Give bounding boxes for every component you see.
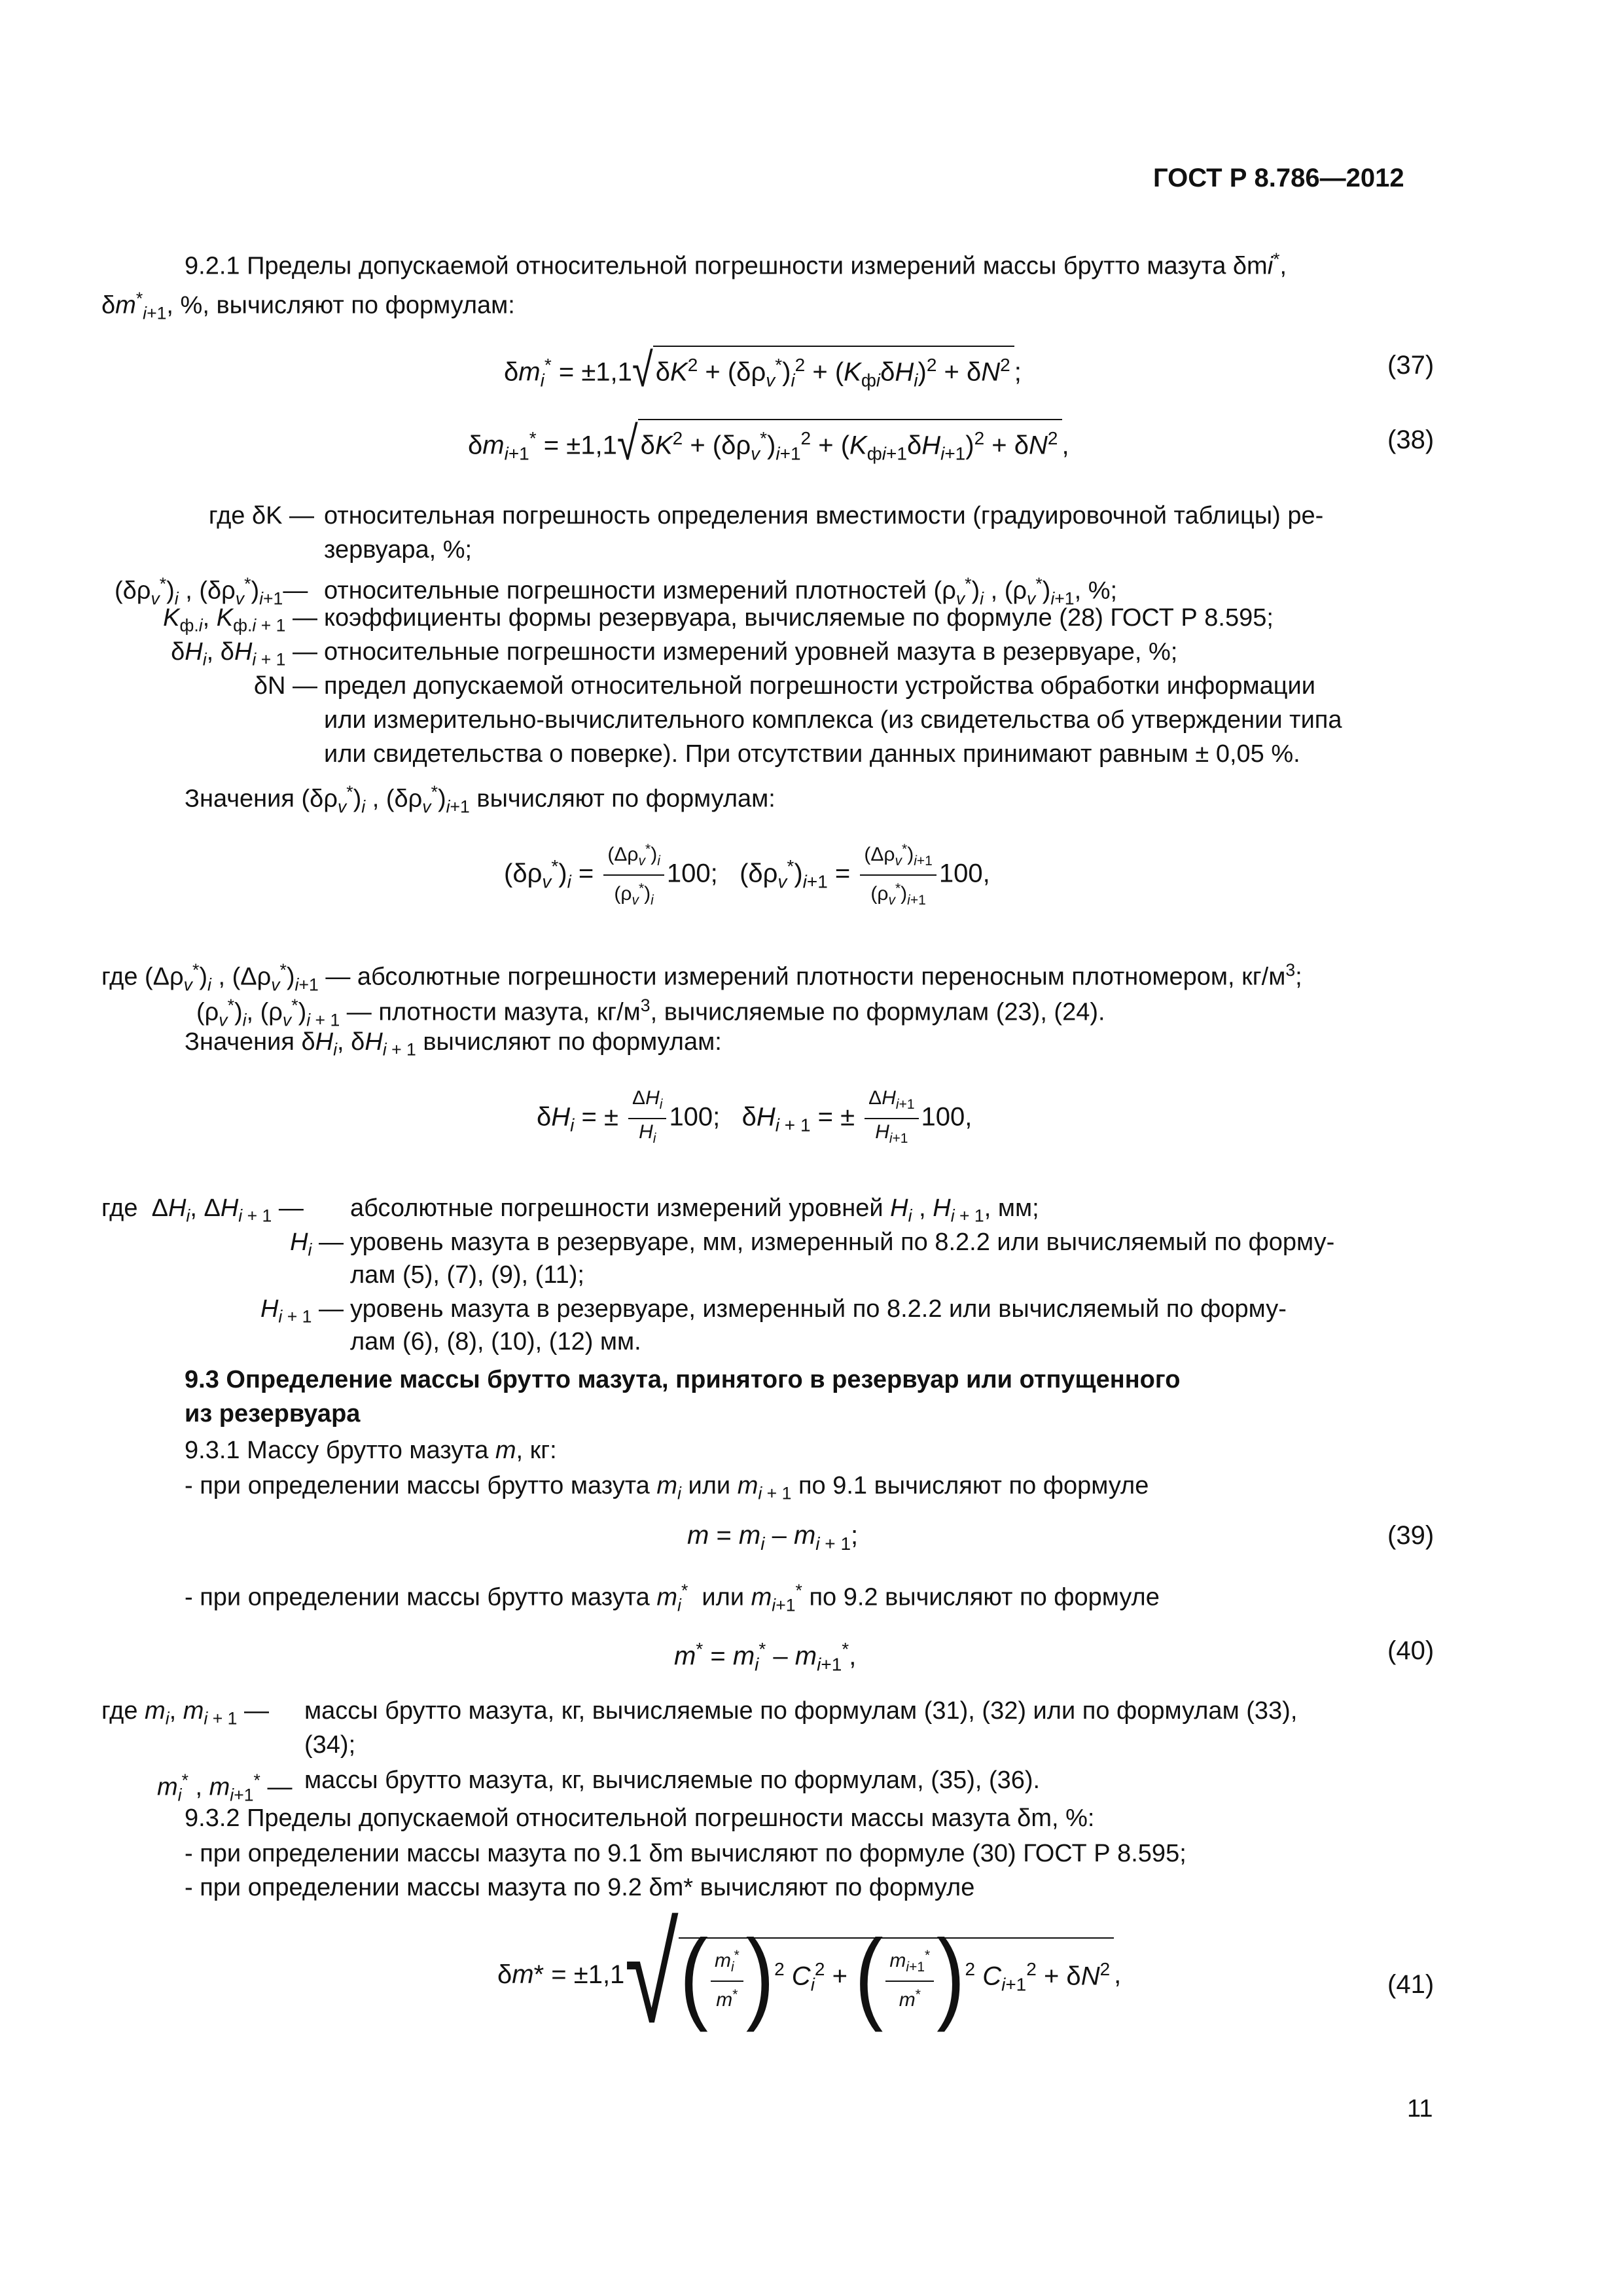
formula-h: $\delta H_i$ = ± $\frac{\Delta H_i}{H_i}$ 100; $\delta H_{i + 1}$ = ± $\frac{\Delta H_{i+1}}{H_{i+1}}$ 100, bbox=[537, 1087, 972, 1146]
where-rho-density: $(\rho_v^*)_i$, $(\rho_v^*)_{i + 1}$ — плотности мазута, $кг/м^3$, вычисляемые по формулам (23), (24). bbox=[196, 996, 1105, 1030]
formula-39: $m = m_i - m_{i + 1}$; bbox=[687, 1521, 859, 1554]
where-m-text-1: массы брутто мазута, кг, вычисляемые по формулам (31), (32) или по формулам (33), bbox=[304, 1697, 1298, 1725]
where-h-label: $\delta H_i$, $\delta H_{i + 1}$ — bbox=[171, 638, 317, 670]
where-n-text-2: или измерительно-вычислительного комплекса (из свидетельства об утверждении типа bbox=[324, 706, 1342, 734]
where-hi-text-1: уровень мазута в резервуаре, мм, измеренный по 8.2.2 или вычисляемый по форму- bbox=[350, 1229, 1335, 1256]
formula-37: $\delta m_i^* = \pm 1,1√$ $\delta K^2 + (\delta\rho_v^*)_i^2 + (K_{фi}\delta H_i)^2 + \delta N^2$ ; bbox=[504, 344, 1022, 397]
bullet-9-2-dm: - при определении массы мазута по 9.2 δm* вычисляют по формуле bbox=[185, 1874, 975, 1901]
where-k-text-2: зервуара, %; bbox=[324, 536, 473, 564]
where-hi-label: $H_i$ — bbox=[290, 1229, 344, 1260]
formula-37-number: (37) bbox=[1387, 351, 1435, 380]
where-n-label: δN — bbox=[253, 672, 317, 700]
where-abs-h-label: где $\Delta H_i$, $\Delta H_{i + 1}$ — bbox=[101, 1194, 304, 1226]
bullet-9-1-dm: - при определении массы мазута по 9.1 δm вычисляют по формуле (30) ГОСТ Р 8.595; bbox=[185, 1840, 1186, 1867]
where-rho-label: $(\delta\rho_v^*)_i$ , $(\delta\rho_v^*)_{i+1}—$ bbox=[115, 574, 308, 609]
where-ms-label: $m_i^*$ , $m_{i+1}^*$ — bbox=[157, 1770, 293, 1805]
where-m-text-2: (34); bbox=[304, 1731, 356, 1759]
paragraph-9-3-2: 9.3.2 Пределы допускаемой относительной погрешности массы мазута δm, %: bbox=[185, 1804, 1095, 1832]
paragraph-9-3-1: 9.3.1 Массу брутто мазута m, кг: bbox=[185, 1437, 557, 1464]
where-k-label: где δK — bbox=[208, 502, 314, 529]
where-hi-text-2: лам (5), (7), (9), (11); bbox=[350, 1261, 584, 1289]
where-ms-text: массы брутто мазута, кг, вычисляемые по формулам, (35), (36). bbox=[304, 1767, 1041, 1794]
where-m-label: где $m_i$, $m_{i + 1}$ — bbox=[101, 1697, 269, 1729]
values-h-intro: Значения $\delta H_i$, $\delta H_{i + 1}$ вычисляют по формулам: bbox=[185, 1028, 722, 1060]
formula-38-number: (38) bbox=[1387, 425, 1435, 454]
formula-40: $m^* = m_i^* - m_{i+1}^*$, bbox=[674, 1639, 857, 1675]
formula-39-number: (39) bbox=[1387, 1521, 1435, 1550]
formula-41-number: (41) bbox=[1387, 1970, 1435, 1999]
where-hi1-text-1: уровень мазута в резервуаре, измеренный по 8.2.2 или вычисляемый по форму- bbox=[350, 1295, 1287, 1323]
formula-38: $\delta m_{i+1}^* = \pm 1,1√$ $\delta K^2 + (\delta\rho_v^*)_{i+1}^2 + (K_{фi+1}\delta H_{i+1})^2 + \delta N^2$ , bbox=[468, 417, 1069, 471]
where-kf-label: $K_{ф.i}$, $K_{ф.i + 1}$ — bbox=[163, 604, 317, 636]
where-n-text-1: предел допускаемой относительной погрешности устройства обработки информации bbox=[324, 672, 1316, 700]
values-rho-intro: Значения $(\delta\rho_v^*)_i$ , $(\delta\rho_v^*)_{i+1}$ вычисляют по формулам: bbox=[185, 782, 776, 817]
where-n-text-3: или свидетельства о поверке). При отсутствии данных принимают равным ± 0,05 %. bbox=[324, 740, 1300, 768]
where-k-text-1: относительная погрешность определения вместимости (градуировочной таблицы) ре- bbox=[324, 502, 1324, 529]
where-rho-text: относительные погрешности измерений плотностей $(\rho_v^*)_i$ , $(\rho_v^*)_{i+1}$, %; bbox=[324, 574, 1118, 609]
paragraph-9-2-1: 9.2.1 Пределы допускаемой относительной погрешности измерений массы брутто мазута δmi*, bbox=[185, 249, 1287, 280]
page-number: 11 bbox=[1407, 2095, 1433, 2123]
formula-rho: $(\delta\rho_v^*)_i$ = $\frac{(\Delta\rho_v^*)_i}{(\rho_v^*)_i}$ 100; $(\delta\rho_v^*)_{i+1}$ = $\frac{(\Delta\rho_v^*)_{i+1}}{(\rho_v^*)_{i+1}}$ 100, bbox=[504, 838, 990, 912]
where-delta-rho: где $(\Delta\rho_v^*)_i$ , $(\Delta\rho_v^*)_{i+1}$ — абсолютные погрешности измерений плотности переносным плотномером, $кг/м^3$; bbox=[101, 960, 1302, 995]
paragraph-9-2-1-cont: $\delta m^*_{i+1}$, %, вычисляют по формулам: bbox=[101, 289, 515, 323]
formula-40-number: (40) bbox=[1387, 1636, 1435, 1665]
section-9-3-title-2: из резервуара bbox=[185, 1400, 361, 1427]
section-9-3-title-1: 9.3 Определение массы брутто мазута, принятого в резервуар или отпущенного bbox=[185, 1366, 1181, 1393]
where-hi1-label: $H_{i + 1}$ — bbox=[260, 1295, 344, 1327]
document-header: ГОСТ Р 8.786—2012 bbox=[1153, 164, 1404, 192]
where-abs-h-text: абсолютные погрешности измерений уровней $H_i$ , $H_{i + 1}$, мм; bbox=[350, 1194, 1039, 1226]
bullet-9-2: - при определении массы брутто мазута $m_i^*$ или $m_{i+1}^*$ по 9.2 вычисляют по формуле bbox=[185, 1581, 1160, 1615]
where-hi1-text-2: лам (6), (8), (10), (12) мм. bbox=[350, 1328, 641, 1355]
where-kf-text: коэффициенты формы резервуара, вычисляемые по формуле (28) ГОСТ Р 8.595; bbox=[324, 604, 1274, 632]
where-h-text: относительные погрешности измерений уровней мазута в резервуаре, %; bbox=[324, 638, 1178, 666]
bullet-9-1: - при определении массы брутто мазута $m_i$ или $m_{i + 1}$ по 9.1 вычисляют по формуле bbox=[185, 1472, 1149, 1503]
formula-41: δm* = ±1,1√( $\frac{m_i^*}{m^*}$ )$^2$ $C_i^2$ + ( $\frac{m_{i+1}^*}{m^*}$ )$^2$ $C_{i+1}^2 + \delta N^2$ , bbox=[497, 1896, 1122, 2051]
